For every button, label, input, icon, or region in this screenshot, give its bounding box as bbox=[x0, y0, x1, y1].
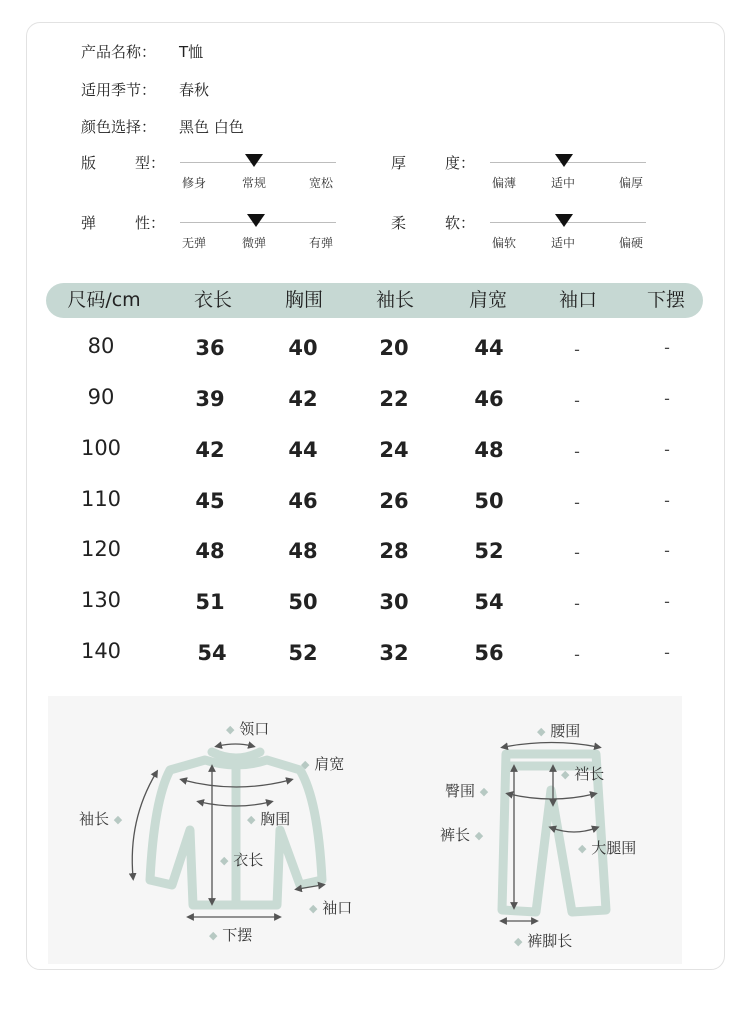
header-length: 衣长 bbox=[193, 289, 233, 311]
cell-chest: 46 bbox=[288, 489, 318, 513]
header-sleeve-length: 袖长 bbox=[375, 289, 415, 311]
cell-length: 45 bbox=[195, 489, 225, 513]
cell-hem: - bbox=[664, 643, 670, 662]
cell-chest: 52 bbox=[288, 641, 318, 665]
season-label: 适用季节： bbox=[81, 81, 157, 99]
cell-hem: - bbox=[664, 491, 670, 510]
cell-shoulder: 50 bbox=[474, 489, 504, 513]
label-collar: ◆ 领口 bbox=[226, 720, 270, 738]
color-label: 颜色选择： bbox=[81, 118, 157, 136]
label-rise: ◆ 裆长 bbox=[561, 765, 605, 783]
cell-length: 36 bbox=[195, 336, 225, 360]
label-shoulder: ◆ 肩宽 bbox=[301, 755, 345, 773]
diamond-icon: ◆ bbox=[561, 768, 570, 781]
cell-cuff: - bbox=[574, 340, 580, 359]
header-size: 尺码/cm bbox=[67, 289, 141, 311]
cell-hem: - bbox=[664, 592, 670, 611]
elasticity-scale bbox=[81, 212, 351, 252]
thickness-label-2: 度： bbox=[445, 154, 476, 172]
fit-label-1: 版 bbox=[81, 154, 97, 172]
softness-marker-icon bbox=[555, 214, 573, 227]
cell-shoulder: 56 bbox=[474, 641, 504, 665]
elasticity-option-2: 微弹 bbox=[242, 236, 267, 250]
diamond-icon: ◆ bbox=[209, 929, 218, 942]
cell-hem: - bbox=[664, 338, 670, 357]
cell-sleeve-length: 22 bbox=[379, 387, 409, 411]
cell-sleeve-length: 28 bbox=[379, 539, 409, 563]
fit-option-2: 常规 bbox=[242, 176, 267, 190]
season-value: 春秋 bbox=[179, 81, 210, 99]
cell-hem: - bbox=[664, 389, 670, 408]
cell-shoulder: 54 bbox=[474, 590, 504, 614]
label-length: ◆ 衣长 bbox=[220, 851, 264, 869]
measurement-diagram bbox=[48, 696, 682, 964]
softness-label-1: 柔 bbox=[391, 214, 407, 232]
label-waist: ◆ 腰围 bbox=[537, 722, 581, 740]
cell-length: 51 bbox=[195, 590, 225, 614]
diamond-icon: ◆ bbox=[226, 723, 235, 736]
size-table-header bbox=[46, 283, 703, 318]
fit-option-3: 宽松 bbox=[309, 176, 334, 190]
cell-sleeve-length: 24 bbox=[379, 438, 409, 462]
label-chest: ◆ 胸围 bbox=[247, 810, 291, 828]
product-name-label: 产品名称： bbox=[81, 43, 157, 61]
cell-shoulder: 48 bbox=[474, 438, 504, 462]
diamond-icon: ◆ bbox=[247, 813, 256, 826]
thickness-option-2: 适中 bbox=[551, 176, 576, 190]
diamond-icon: ◆ bbox=[537, 725, 546, 738]
cell-size: 110 bbox=[80, 487, 122, 511]
diamond-icon: ◆ bbox=[301, 758, 310, 771]
cell-chest: 50 bbox=[288, 590, 318, 614]
diamond-icon: ◆ bbox=[309, 902, 318, 915]
cell-cuff: - bbox=[574, 391, 580, 410]
cell-sleeve-length: 30 bbox=[379, 590, 409, 614]
cell-cuff: - bbox=[574, 543, 580, 562]
elasticity-option-3: 有弹 bbox=[309, 236, 334, 250]
softness-label-2: 软： bbox=[445, 214, 476, 232]
label-hip: 臀围 ◆ bbox=[445, 782, 489, 800]
cell-shoulder: 44 bbox=[474, 336, 504, 360]
cell-length: 54 bbox=[197, 641, 227, 665]
cell-size: 90 bbox=[87, 385, 115, 409]
label-sleeve-length: 袖长 ◆ bbox=[79, 810, 123, 828]
cell-cuff: - bbox=[574, 442, 580, 461]
cell-sleeve-length: 26 bbox=[379, 489, 409, 513]
fit-marker-icon bbox=[245, 154, 263, 167]
label-hem: ◆ 下摆 bbox=[209, 926, 253, 944]
cell-cuff: - bbox=[574, 645, 580, 664]
cell-sleeve-length: 32 bbox=[379, 641, 409, 665]
cell-chest: 42 bbox=[288, 387, 318, 411]
cell-length: 42 bbox=[195, 438, 225, 462]
cell-size: 120 bbox=[80, 537, 122, 561]
softness-option-2: 适中 bbox=[551, 236, 576, 250]
cell-chest: 48 bbox=[288, 539, 318, 563]
diamond-icon: ◆ bbox=[113, 813, 123, 826]
label-pants-length: 裤长 ◆ bbox=[440, 826, 484, 844]
cell-shoulder: 46 bbox=[474, 387, 504, 411]
header-hem: 下摆 bbox=[646, 289, 686, 311]
thickness-marker-icon bbox=[555, 154, 573, 167]
color-value: 黑色 白色 bbox=[179, 118, 244, 136]
softness-option-1: 偏软 bbox=[492, 236, 517, 250]
header-chest: 胸围 bbox=[284, 289, 324, 311]
elasticity-label-1: 弹 bbox=[81, 214, 97, 232]
season-row bbox=[81, 79, 209, 100]
softness-scale bbox=[391, 212, 661, 252]
product-name-value: T恤 bbox=[179, 43, 204, 61]
diamond-icon: ◆ bbox=[474, 829, 484, 842]
fit-scale bbox=[81, 152, 351, 192]
cell-hem: - bbox=[664, 541, 670, 560]
cell-size: 130 bbox=[80, 588, 122, 612]
cell-chest: 44 bbox=[288, 438, 318, 462]
fit-label-2: 型： bbox=[135, 154, 166, 172]
cell-length: 48 bbox=[195, 539, 225, 563]
cell-shoulder: 52 bbox=[474, 539, 504, 563]
label-leg-opening: ◆ 裤脚长 bbox=[514, 932, 573, 950]
cell-cuff: - bbox=[574, 493, 580, 512]
thickness-scale bbox=[391, 152, 661, 192]
diamond-icon: ◆ bbox=[220, 854, 229, 867]
cell-size: 140 bbox=[80, 639, 122, 663]
cell-sleeve-length: 20 bbox=[379, 336, 409, 360]
header-shoulder: 肩宽 bbox=[468, 289, 508, 311]
cell-size: 100 bbox=[80, 436, 122, 460]
header-cuff: 袖口 bbox=[558, 289, 598, 311]
cell-chest: 40 bbox=[288, 336, 318, 360]
cell-length: 39 bbox=[195, 387, 225, 411]
diamond-icon: ◆ bbox=[514, 935, 523, 948]
elasticity-label-2: 性： bbox=[135, 214, 166, 232]
label-thigh: ◆ 大腿围 bbox=[578, 839, 637, 857]
cell-hem: - bbox=[664, 440, 670, 459]
elasticity-marker-icon bbox=[247, 214, 265, 227]
elasticity-option-1: 无弹 bbox=[182, 236, 207, 250]
product-name-row bbox=[81, 41, 203, 62]
thickness-option-3: 偏厚 bbox=[619, 176, 644, 190]
label-cuff: ◆ 袖口 bbox=[309, 899, 353, 917]
thickness-option-1: 偏薄 bbox=[492, 176, 517, 190]
cell-cuff: - bbox=[574, 594, 580, 613]
fit-option-1: 修身 bbox=[182, 176, 207, 190]
diamond-icon: ◆ bbox=[578, 842, 587, 855]
diamond-icon: ◆ bbox=[479, 785, 489, 798]
cell-size: 80 bbox=[87, 334, 115, 358]
color-row bbox=[81, 116, 244, 137]
softness-option-3: 偏硬 bbox=[619, 236, 644, 250]
thickness-label-1: 厚 bbox=[391, 154, 407, 172]
